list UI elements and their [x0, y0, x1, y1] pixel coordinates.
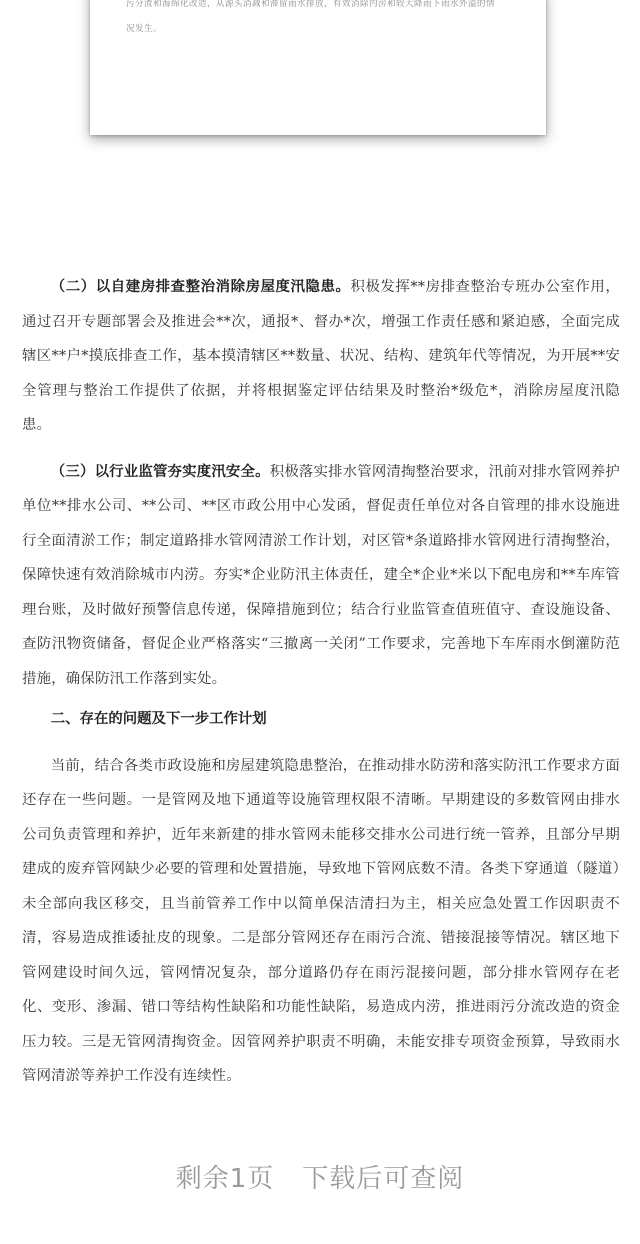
paragraph-industry-supervision — [22, 455, 620, 697]
paragraph-body: 积极发挥**房排查整治专班办公室作用，通过召开专题部署会及推进会**次，通报*、督办*次，增强工作责任感和紧迫感，全面完成辖区**户*摸底排查工作，基本摸清辖区**数量、状况、结构、建筑年代等情况，为开展**安全管理与整治工作提供了依据，并将根据鉴定评估结果及时整治*级危*，消除房屋度汛隐患。 — [22, 279, 620, 433]
paragraph-problems: 当前，结合各类市政设施和房屋建筑隐患整治，在推动排水防涝和落实防汛工作要求方面还存在一些问题。一是管网及地下通道等设施管理权限不清晰。早期建设的多数管网由排水公司负责管理和养护，近年来新建的排水管网未能移交排水公司进行统一管养，且部分早期建成的废弃管网缺少必要的管理和处置措施，导致地下管网底数不清。各类下穿通道（隧道）未全部向我区移交，且当前管养工作中以简单保洁清扫为主，相关应急处置工作因职责不清，容易造成推诿扯皮的现象。二是部分管网还存在雨污合流、错接混接等情况。辖区地下管网建设时间久远，管网情况复杂，部分道路仍存在雨污混接问题，部分排水管网存在老化、变形、渗漏、错口等结构性缺陷和功能性缺陷，易造成内涝，推进雨污分流改造的资金压力较。三是无管网清掏资金。因管网养护职责不明确，未能安排专项资金预算，导致雨水管网清淤等养护工作没有连续性。 — [22, 757, 620, 1084]
section-heading: 二、存在的问题及下一步工作计划 — [50, 710, 267, 727]
previous-page-preview — [90, 0, 546, 135]
paragraph-lead: （三）以行业监管夯实度汛安全。 — [50, 462, 270, 480]
paragraph-body: 积极落实排水管网清掏整治要求，汛前对排水管网养护单位**排水公司、**公司、**区市政公用中心发函，督促责任单位对各自管理的排水设施进行全面清淤工作；制定道路排水管网清淤工作计划，对区管*条道路排水管网进行清掏整治，保障快速有效消除城市内涝。夯实*企业防汛主体责任，建全*企业*米以下配电房和**车库管理台账，及时做好预警信息传递，保障措施到位；结合行业监管查值班值守、查设施设备、查防汛物资储备，督促企业严格落实“三撤离一关闭”工作要求，完善地下车库雨水倒灌防范措施，确保防汛工作落到实处。 — [22, 463, 620, 687]
download-to-view-label: 下载后可查阅 — [302, 1164, 465, 1194]
paragraph-self-built-housing — [22, 270, 620, 443]
paragraph-lead: （二）以自建房排查整治消除房屋度汛隐患。 — [50, 278, 351, 295]
preview-line: 况发生。 — [126, 24, 163, 34]
document-body — [22, 270, 620, 1094]
preview-line: 污分流和海绵化改造，从源头消减和滞留雨水排放，有效消除内涝和较大降雨下雨水外溢的情 — [126, 0, 496, 9]
download-prompt[interactable] — [0, 1158, 640, 1195]
remaining-pages-label: 剩余1页 — [175, 1164, 275, 1194]
preview-text — [126, 0, 516, 42]
